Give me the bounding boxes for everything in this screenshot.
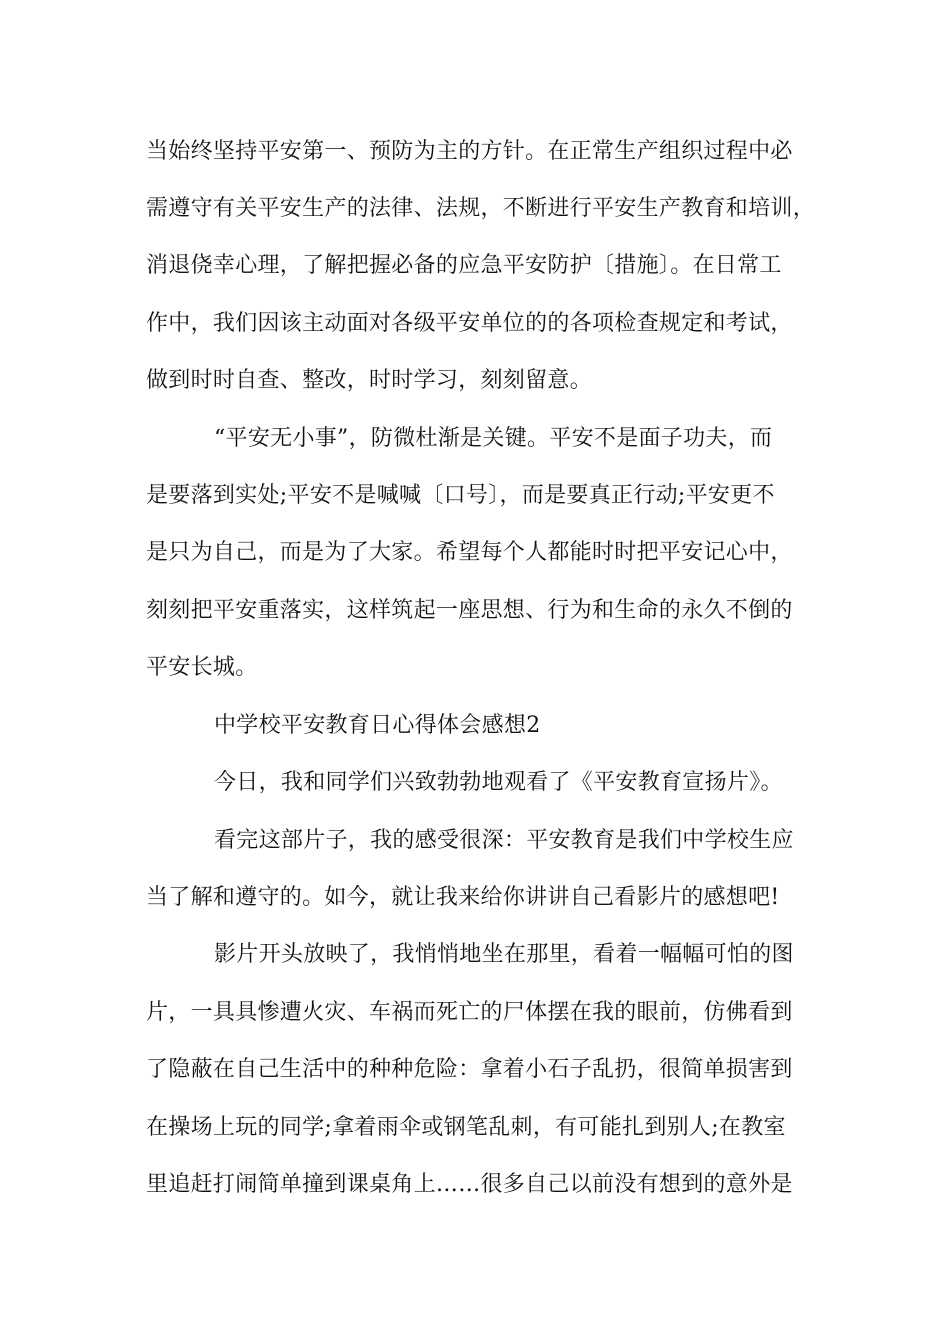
paragraph-first-line: 今日，我和同学们兴致勃勃地观看了《平安教育宣扬片》。 bbox=[214, 770, 783, 795]
text-line: 里追赶打闹简单撞到课桌角上……很多自己以前没有想到的意外是 bbox=[146, 1172, 793, 1197]
text-line: 在操场上玩的同学;拿着雨伞或钢笔乱刺，有可能扎到别人;在教室 bbox=[146, 1115, 786, 1140]
paragraph-first-line: 看完这部片子，我的感受很深：平安教育是我们中学校生应 bbox=[214, 828, 794, 853]
text-line: 作中，我们因该主动面对各级平安单位的的各项检查规定和考试， bbox=[146, 311, 793, 336]
text-line: 平安长城。 bbox=[146, 655, 258, 680]
text-line: 是要落到实处;平安不是喊喊〔口号〕，而是要真正行动;平安更不 bbox=[146, 483, 775, 508]
text-line: 了隐蔽在自己生活中的种种危险：拿着小石子乱扔，很简单损害到 bbox=[146, 1057, 793, 1082]
text-line: 需遵守有关平安生产的法律、法规，不断进行平安生产教育和培训， bbox=[146, 196, 816, 221]
text-line: 片，一具具惨遭火灾、车祸而死亡的尸体摆在我的眼前，仿佛看到 bbox=[146, 1000, 793, 1025]
text-line: 做到时时自查、整改，时时学习，刻刻留意。 bbox=[146, 368, 593, 393]
text-line: 当了解和遵守的。如今，就让我来给你讲讲自己看影片的感想吧! bbox=[146, 885, 780, 910]
text-line: 是只为自己，而是为了大家。希望每个人都能时时把平安记心中， bbox=[146, 540, 793, 565]
text-line: 刻刻把平安重落实，这样筑起一座思想、行为和生命的永久不倒的 bbox=[146, 598, 793, 623]
text-line: 消退侥幸心理，了解把握必备的应急平安防护〔措施〕。在日常工 bbox=[146, 253, 782, 278]
section-heading: 中学校平安教育日心得体会感想2 bbox=[214, 713, 541, 738]
paragraph-first-line: 影片开头放映了，我悄悄地坐在那里，看着一幅幅可怕的图 bbox=[214, 942, 794, 967]
paragraph-first-line: “平安无小事”，防微杜渐是关键。平安不是面子功夫，而 bbox=[214, 426, 773, 451]
text-line: 当始终坚持平安第一、预防为主的方针。在正常生产组织过程中必 bbox=[146, 139, 793, 164]
